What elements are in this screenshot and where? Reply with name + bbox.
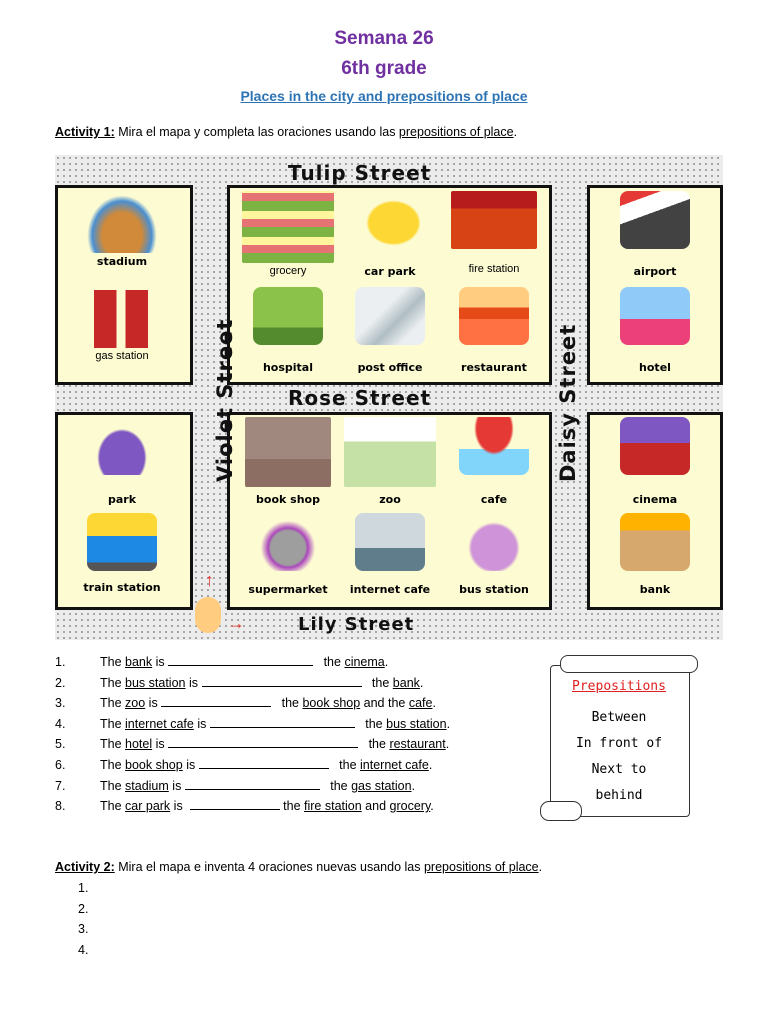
place-restaurant: restaurant xyxy=(439,287,549,374)
hotel-icon xyxy=(620,287,690,345)
person-icon xyxy=(195,597,221,633)
activity2-line-1[interactable]: 1. xyxy=(78,881,89,895)
answer-blank[interactable] xyxy=(199,756,329,769)
place-gas-station: gas station xyxy=(67,290,177,362)
answer-blank[interactable] xyxy=(190,797,280,810)
street-violet: Violet Street xyxy=(213,318,237,482)
airplane-icon xyxy=(620,191,690,249)
place-cafe: cafe xyxy=(439,417,549,506)
place-park: park xyxy=(67,417,177,506)
street-rose: Rose Street xyxy=(288,386,432,410)
restaurant-icon xyxy=(459,287,529,345)
place-car-park: car park xyxy=(335,191,445,278)
answer-blank[interactable] xyxy=(210,715,355,728)
answer-blank[interactable] xyxy=(185,777,320,790)
car-icon xyxy=(355,191,425,249)
zoo-gate-icon xyxy=(344,417,436,487)
activity2-instruction: Activity 2: Mira el mapa e inventa 4 oraciones nuevas usando las prepositions of place. xyxy=(55,860,543,874)
park-bench-icon xyxy=(87,417,157,475)
scroll-top-roll xyxy=(560,655,698,673)
answer-blank[interactable] xyxy=(168,653,313,666)
preposition-item: behind xyxy=(595,788,643,803)
stadium-icon xyxy=(87,195,157,253)
week-title: Semana 26 xyxy=(334,28,434,49)
bank-icon xyxy=(620,513,690,571)
activity2-line-3[interactable]: 3. xyxy=(78,922,89,936)
place-supermarket: supermarket xyxy=(233,513,343,596)
activity2-line-2[interactable]: 2. xyxy=(78,902,89,916)
activity1-instruction: Activity 1: Mira el mapa y completa las oraciones usando las prepositions of place. xyxy=(55,125,518,139)
place-stadium: stadium xyxy=(67,195,177,268)
scroll-bottom-roll xyxy=(540,801,582,821)
book-shop-icon xyxy=(245,417,331,487)
answer-blank[interactable] xyxy=(202,674,362,687)
grade-title: 6th grade xyxy=(341,58,427,79)
prepositions-title: Prepositions xyxy=(572,679,666,694)
cafe-umbrella-icon xyxy=(459,417,529,475)
computer-icon xyxy=(355,513,425,571)
place-book-shop: book shop xyxy=(233,417,343,506)
place-train-station: train station xyxy=(67,513,177,594)
place-post-office: post office xyxy=(335,287,445,374)
arrow-right-icon: → xyxy=(227,613,245,633)
train-icon xyxy=(87,513,157,571)
page-subtitle: Places in the city and prepositions of place xyxy=(240,88,528,104)
place-bank: bank xyxy=(600,513,710,596)
shopping-cart-icon xyxy=(253,513,323,571)
arrow-up-icon: ↑ xyxy=(205,570,214,590)
activity1-label: Activity 1: xyxy=(55,125,115,139)
gas-pump-icon xyxy=(87,290,157,348)
activity2-line-4[interactable]: 4. xyxy=(78,943,89,957)
street-lily: Lily Street xyxy=(298,614,415,635)
place-fire-station: fire station xyxy=(439,191,549,275)
place-airport: airport xyxy=(600,191,710,278)
place-hospital: hospital xyxy=(233,287,343,374)
street-daisy: Daisy Street xyxy=(556,323,580,482)
hospital-icon xyxy=(253,287,323,345)
place-internet-cafe: internet cafe xyxy=(335,513,445,596)
activity2-label: Activity 2: xyxy=(55,860,115,874)
place-hotel: hotel xyxy=(600,287,710,374)
place-zoo: zoo xyxy=(335,417,445,506)
place-cinema: cinema xyxy=(600,417,710,506)
preposition-item: Next to xyxy=(591,762,647,777)
envelope-icon xyxy=(355,287,425,345)
prepositions-scroll xyxy=(540,655,700,823)
answer-blank[interactable] xyxy=(168,735,358,748)
cinema-icon xyxy=(620,417,690,475)
preposition-item: Between xyxy=(591,710,647,725)
preposition-item: In front of xyxy=(575,736,663,751)
bus-stop-icon xyxy=(459,513,529,571)
grocery-icon xyxy=(242,191,334,263)
street-tulip: Tulip Street xyxy=(288,161,432,185)
place-bus-station: bus station xyxy=(439,513,549,596)
city-map xyxy=(55,155,723,640)
answer-blank[interactable] xyxy=(161,694,271,707)
fire-station-icon xyxy=(451,191,537,249)
place-grocery: grocery xyxy=(233,191,343,277)
